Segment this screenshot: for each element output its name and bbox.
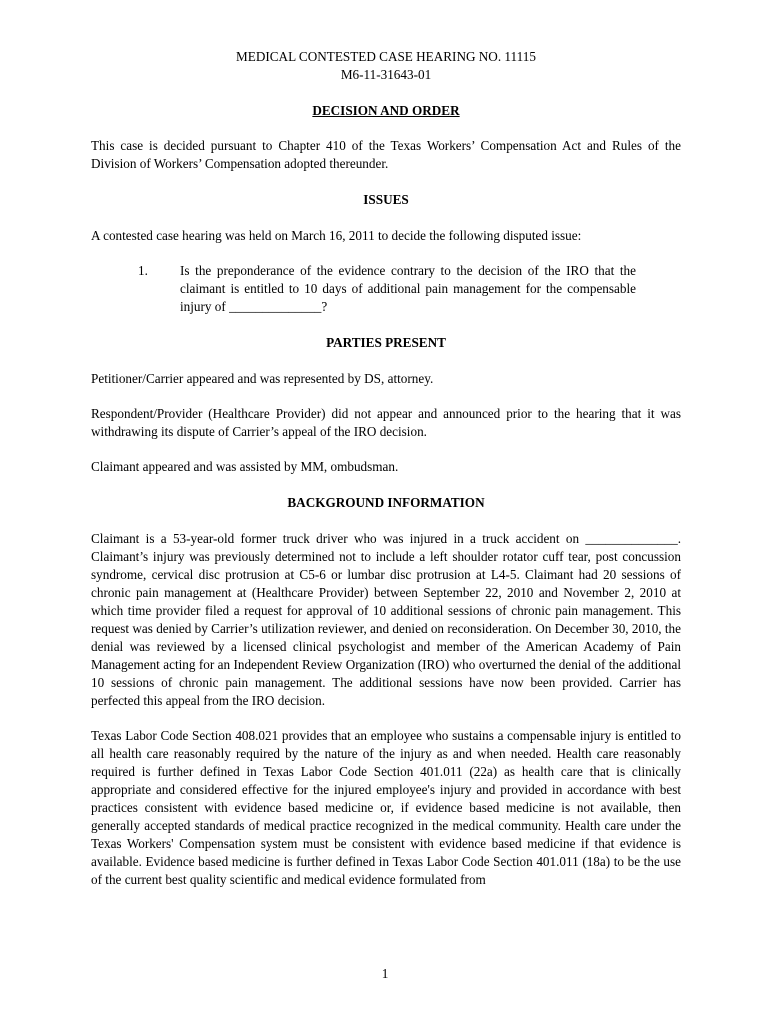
- background-heading: BACKGROUND INFORMATION: [287, 495, 485, 510]
- intro-paragraph: This case is decided pursuant to Chapter 410 of the Texas Workers’ Compensation Act and Rules of the Division of Workers’ Compensation adopted thereunder.: [91, 138, 681, 171]
- parties-paragraph-claimant: Claimant appeared and was assisted by MM, ombudsman.: [91, 459, 399, 474]
- parties-paragraph-provider: Respondent/Provider (Healthcare Provider) did not appear and announced prior to the hearing that it was withdrawing its dispute of Carrier’s appeal of the IRO decision.: [91, 406, 681, 439]
- issues-intro: A contested case hearing was held on March 16, 2011 to decide the following disputed issue:: [91, 228, 582, 243]
- page-number: 1: [381, 966, 389, 981]
- parties-paragraph-carrier: Petitioner/Carrier appeared and was represented by DS, attorney.: [91, 371, 434, 386]
- case-number: MEDICAL CONTESTED CASE HEARING NO. 11115: [236, 49, 536, 64]
- issue-number: 1.: [138, 263, 148, 278]
- issues-heading: ISSUES: [363, 192, 409, 207]
- parties-heading: PARTIES PRESENT: [326, 335, 446, 350]
- issue-item: [138, 262, 636, 316]
- background-paragraph-2: Texas Labor Code Section 408.021 provides that an employee who sustains a compensable injury is entitled to all health care reasonably required by the nature of the injury as and when needed. Health care reasonably required is further defined in Texas Labor Code Section 401.011 (22a) as health care that is clinically appropriate and considered effective for the injured employee's injury and provided in accordance with best practices consistent with evidence based medicine or, if evidence based medicine is not available, then generally accepted standards of medical practice recognized in the medical community. Health care under the Texas Workers' Compensation system must be consistent with evidence based medicine if that evidence is available. Evidence based medicine is further defined in Texas Labor Code Section 401.011 (18a) to be the use of the current best quality scientific and medical evidence formulated from: [91, 728, 681, 887]
- document-page: [91, 48, 681, 889]
- background-paragraph-1: Claimant is a 53-year-old former truck driver who was injured in a truck accident on ______________. Claimant’s injury was previously determined not to include a left shoulder rotator cuff tear, post concussion syndrome, cervical disc protrusion at C5-6 or lumbar disc protrusion at L4-5. Claimant had 20 sessions of chronic pain management at (Healthcare Provider) between September 22, 2010 and November 2, 2010 at which time provider filed a request for approval of 10 additional sessions of chronic pain management. This request was denied by Carrier’s utilization reviewer, and denied on reconsideration. On December 30, 2010, the denial was reviewed by a licensed clinical psychologist and member of the American Academy of Pain Management acting for an Independent Review Organization (IRO) who overturned the denial of the additional 10 sessions of chronic pain management. The additional sessions have now been provided. Carrier has perfected this appeal from the IRO decision.: [91, 531, 681, 708]
- issue-text: Is the preponderance of the evidence contrary to the decision of the IRO that the claimant is entitled to 10 days of additional pain management for the compensable injury of ______________?: [180, 263, 636, 314]
- docket-number: M6-11-31643-01: [340, 67, 432, 82]
- document-title: DECISION AND ORDER: [312, 103, 460, 118]
